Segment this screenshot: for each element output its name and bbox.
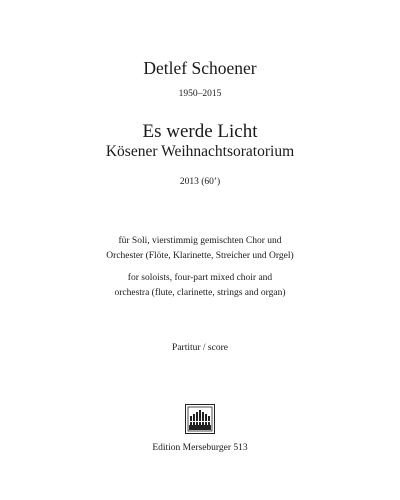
- year-duration: 2013 (60’): [179, 177, 221, 187]
- edition-type: Partitur / score: [172, 343, 228, 353]
- organ-pipes-logo-icon: [185, 404, 215, 434]
- work-subtitle: Kösener Weihnachtsoratorium: [105, 143, 295, 160]
- scoring-english-line: for soloists, four-part mixed choir and: [127, 273, 273, 283]
- scoring-english-line: orchestra (flute, clarinette, strings and organ): [114, 288, 286, 298]
- scoring-german: [0, 234, 400, 264]
- scoring-german-line: Orchester (Flöte, Klarinette, Streicher und Orgel): [106, 251, 294, 261]
- composer-name: Detlef Schoener: [143, 58, 257, 78]
- work-title: Es werde Licht: [142, 121, 258, 142]
- publisher-imprint: Edition Merseburger 513: [152, 443, 248, 453]
- scoring-english: [0, 271, 400, 301]
- scoring-german-line: für Soli, vierstimmig gemischten Chor und: [118, 236, 282, 246]
- composer-dates: 1950–2015: [178, 89, 222, 99]
